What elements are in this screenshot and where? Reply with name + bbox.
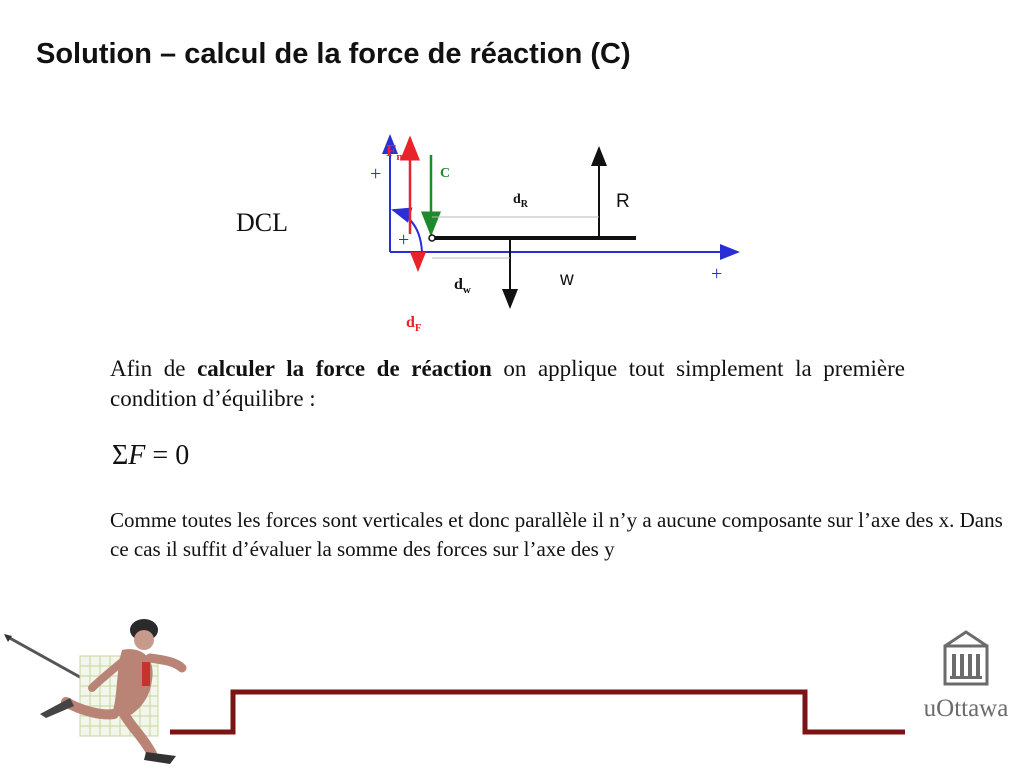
label-plus-rotation: + bbox=[398, 229, 410, 251]
paragraph-bold: calculer la force de réaction bbox=[197, 356, 492, 381]
dcl-label: DCL bbox=[236, 208, 288, 237]
label-fm: $F_m$ bbox=[386, 141, 406, 163]
skier-runner-illustration-icon bbox=[0, 610, 200, 768]
pivot-point bbox=[429, 235, 435, 241]
label-w: w bbox=[560, 269, 574, 290]
paragraph-explanation: Comme toutes les forces sont verticales et donc parallèle il n’y a aucune composante sur l’axe des x. Dans ce cas il suffit d’évaluer la somme des forces sur l’axe des y bbox=[110, 508, 1003, 561]
label-dw: $d_w$ bbox=[454, 276, 471, 296]
free-body-diagram bbox=[360, 110, 760, 345]
university-building-icon bbox=[941, 628, 991, 688]
slide-title: Solution – calcul de la force de réaction (C) bbox=[36, 38, 631, 70]
label-plus-y: + bbox=[370, 163, 382, 185]
label-plus-x: + bbox=[711, 263, 723, 285]
label-r: R bbox=[616, 191, 630, 212]
uottawa-logo bbox=[918, 628, 1014, 723]
uottawa-wordmark: uOttawa bbox=[923, 695, 1009, 722]
label-c: C bbox=[440, 166, 451, 181]
label-df: $d_F$ bbox=[406, 314, 422, 334]
label-dr: $d_R$ bbox=[513, 192, 529, 210]
equation-sum-forces: ΣF = 0 bbox=[112, 440, 190, 471]
paragraph-intro: Afin de calculer la force de réaction on applique tout simplement la première condition d’équilibre : bbox=[110, 356, 906, 411]
